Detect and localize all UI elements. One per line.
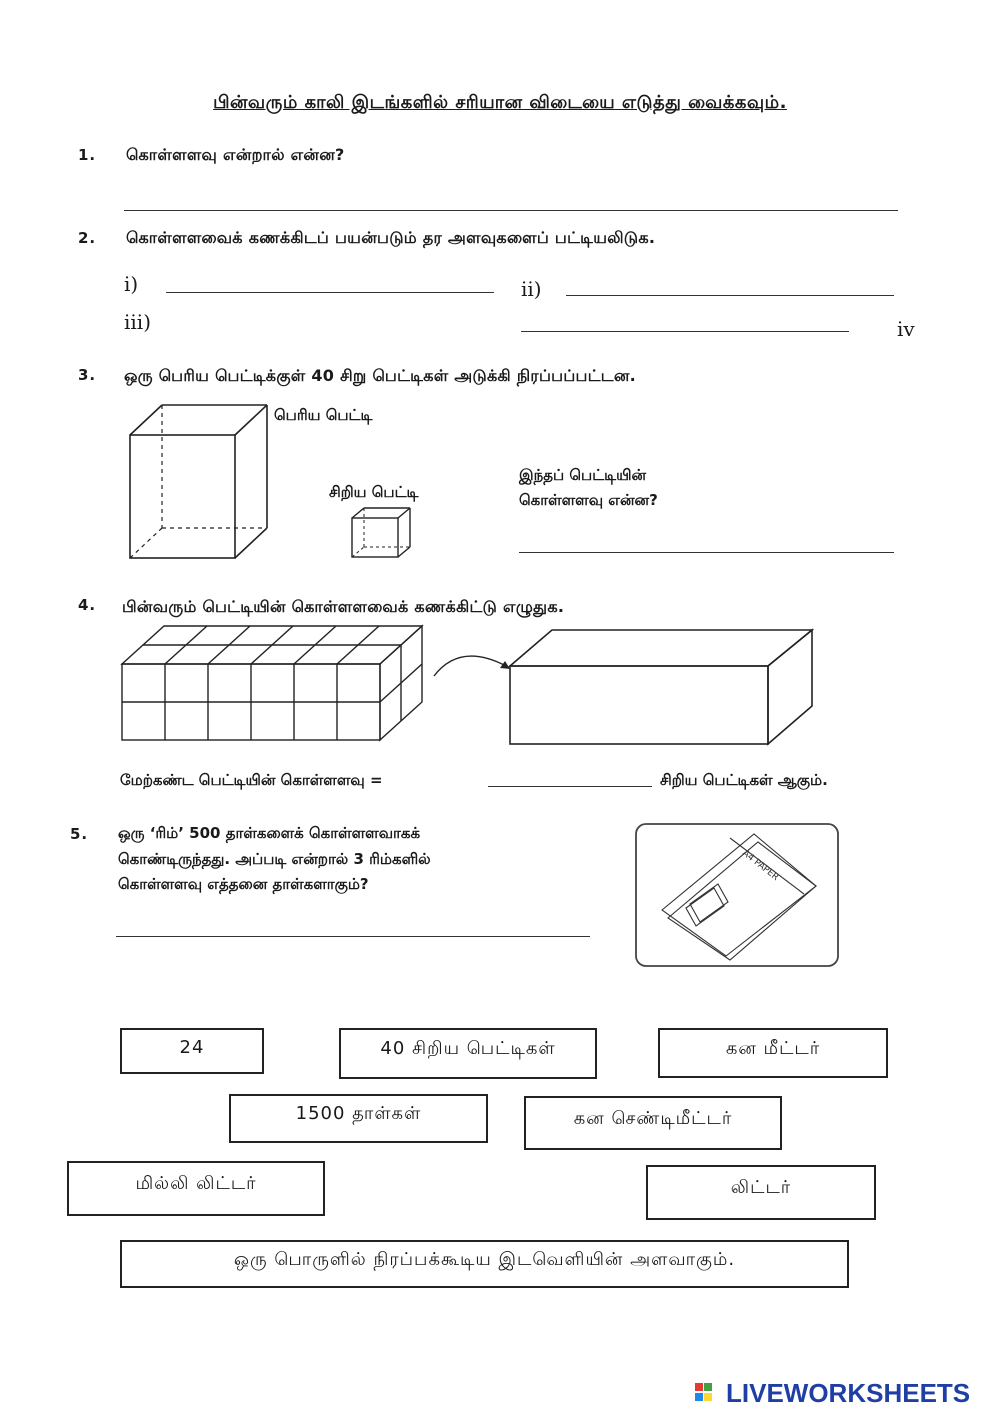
answer-option-text: ஒரு பொருளில் நிரப்பக்கூடிய இடவெளியின் அளவாகும். xyxy=(233,1248,736,1270)
answer-option-40-small-boxes[interactable] xyxy=(339,1028,597,1079)
q2-answer-line-3[interactable] xyxy=(521,331,849,332)
q5-number: 5. xyxy=(70,825,89,843)
answer-option-24[interactable] xyxy=(120,1028,264,1074)
q5-answer-line[interactable] xyxy=(116,936,590,937)
big-box-label: பெரிய பெட்டி xyxy=(274,406,373,424)
paper-label: A4 PAPER xyxy=(740,848,781,883)
q2-answer-line-1[interactable] xyxy=(166,292,494,293)
answer-option-text: 1500 தாள்கள் xyxy=(295,1103,422,1124)
answer-option-1500-sheets[interactable] xyxy=(229,1094,488,1143)
q5-line3: கொள்ளளவு எத்தனை தாள்களாகும்? xyxy=(118,875,369,893)
q3-text: ஒரு பெரிய பெட்டிக்குள் 40 சிறு பெட்டிகள் அடுக்கி நிரப்பப்பட்டன. xyxy=(124,366,637,385)
answer-option-milliliter[interactable] xyxy=(67,1161,325,1216)
q2-answer-line-2[interactable] xyxy=(566,295,894,296)
q5-line2: கொண்டிருந்தது. அப்படி என்றால் 3 ரிம்களில் xyxy=(118,850,431,868)
answer-option-text: கன மீட்டர் xyxy=(725,1037,821,1059)
q4-answer-suffix: சிறிய பெட்டிகள் ஆகும். xyxy=(660,771,828,789)
small-box-label: சிறிய பெட்டி xyxy=(329,483,419,501)
answer-option-text: 40 சிறிய பெட்டிகள் xyxy=(380,1038,556,1059)
q2-number: 2. xyxy=(78,229,97,247)
answer-option-text: லிட்டர் xyxy=(730,1177,792,1198)
q4-answer-line[interactable] xyxy=(488,786,652,787)
answer-option-text: மில்லி லிட்டர் xyxy=(135,1173,257,1194)
q3-prompt-line1: இந்தப் பெட்டியின் xyxy=(519,466,647,484)
paper-ream-image xyxy=(634,822,840,968)
q3-answer-line[interactable] xyxy=(519,552,894,553)
q2-roman-1: i) xyxy=(124,272,139,296)
plain-box-figure xyxy=(506,626,816,748)
answer-option-text: 24 xyxy=(179,1036,205,1058)
liveworksheets-text: LIVEWORKSHEETS xyxy=(726,1377,971,1408)
answer-option-cubic-centimeter[interactable] xyxy=(524,1096,782,1150)
liveworksheets-logo xyxy=(694,1378,970,1408)
big-box-figure xyxy=(125,400,285,565)
answer-option-definition[interactable] xyxy=(120,1240,849,1288)
q5-line1: ஒரு ‘ரிம்’ 500 தாள்களைக் கொள்ளளவாகக் xyxy=(118,824,421,842)
q2-roman-2: ii) xyxy=(521,277,542,301)
q3-number: 3. xyxy=(78,366,97,384)
q4-answer-prefix: மேற்கண்ட பெட்டியின் கொள்ளளவு = xyxy=(120,771,383,789)
q2-text: கொள்ளளவைக் கணக்கிடப் பயன்படும் தர அளவுகளைப் பட்டியலிடுக. xyxy=(126,228,656,247)
worksheet-title: பின்வரும் காலி இடங்களில் சரியான விடையை எடுத்து வைக்கவும். xyxy=(213,92,787,113)
q1-text: கொள்ளளவு என்றால் என்ன? xyxy=(126,145,345,164)
answer-option-cubic-meter[interactable] xyxy=(658,1028,888,1078)
answer-option-liter[interactable] xyxy=(646,1165,876,1220)
q4-number: 4. xyxy=(78,596,97,614)
q1-answer-line[interactable] xyxy=(124,210,898,211)
q2-roman-3: iii) xyxy=(124,310,151,334)
q2-roman-4: iv xyxy=(897,317,915,341)
q4-text: பின்வரும் பெட்டியின் கொள்ளளவைக் கணக்கிட்டு எழுதுக. xyxy=(122,597,565,616)
arrow-icon xyxy=(428,640,518,680)
liveworksheets-badge-icon xyxy=(694,1380,724,1406)
q1-number: 1. xyxy=(78,146,97,164)
q3-prompt-line2: கொள்ளளவு என்ன? xyxy=(519,491,658,509)
answer-option-text: கன செண்டிமீட்டர் xyxy=(573,1107,733,1129)
grid-cube-stack xyxy=(118,622,430,744)
small-box-figure xyxy=(348,506,414,560)
